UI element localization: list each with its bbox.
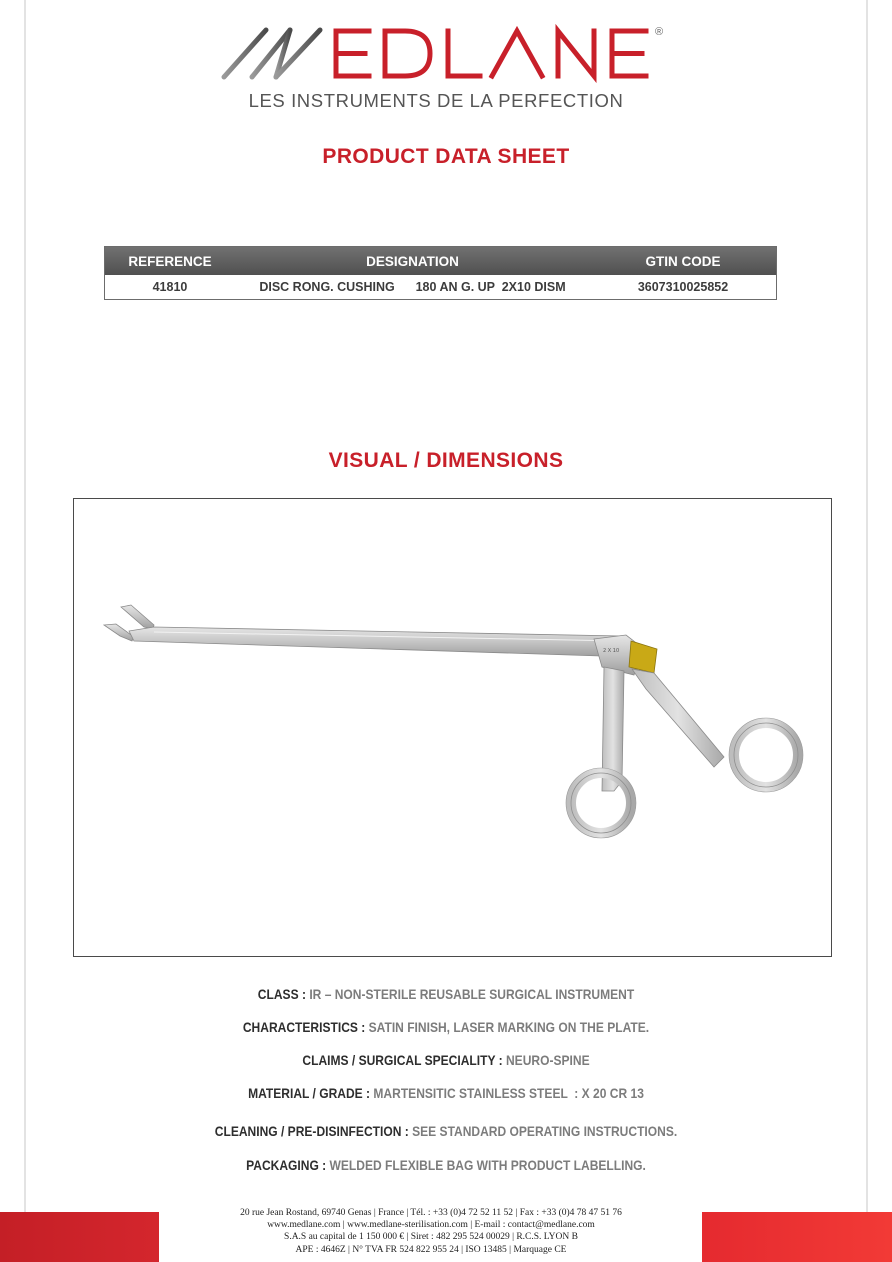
footer-address-line: 20 rue Jean Rostand, 69740 Genas | France | Tél. : +33 (0)4 72 52 11 52 | Fax : +33 (0)4 78 47 51 76 [240,1208,622,1218]
table-row [105,275,776,299]
svg-text:2 X 10: 2 X 10 [603,648,620,654]
spec-class-value: IR – NON-STERILE REUSABLE SURGICAL INSTRUMENT [309,986,635,1002]
header-reference: REFERENCE [128,253,212,269]
brand-tagline: LES INSTRUMENTS DE LA PERFECTION [248,90,624,111]
cell-reference: 41810 [152,280,188,294]
spec-cleaning-value: SEE STANDARD OPERATING INSTRUCTIONS. [412,1123,678,1139]
spec-material-value: MARTENSITIC STAINLESS STEEL : X 20 CR 13 [373,1085,644,1101]
spec-material-label: MATERIAL / GRADE : [248,1085,374,1101]
footer-tax-line: APE : 4646Z | N° TVA FR 524 822 955 24 | ISO 13485 | Marquage CE [295,1244,567,1255]
header-gtin-code: GTIN CODE [645,253,721,269]
spec-packaging [62,1157,829,1173]
spec-characteristics-value: SATIN FINISH, LASER MARKING ON THE PLATE. [368,1019,650,1035]
brand-header [0,0,892,120]
table-header-row [105,247,776,275]
spec-packaging-label: PACKAGING : [246,1157,330,1173]
spec-characteristics [62,1019,829,1035]
spec-material [62,1085,829,1101]
spec-packaging-value: WELDED FLEXIBLE BAG WITH PRODUCT LABELLING. [329,1157,646,1173]
product-image-frame [73,498,832,957]
spec-cleaning [62,1123,829,1139]
cell-designation: DISC RONG. CUSHING 180 AN G. UP 2X10 DISM [259,280,566,294]
product-data-sheet-title: PRODUCT DATA SHEET [322,145,570,168]
product-reference-table [104,246,777,300]
header-designation: DESIGNATION [366,253,459,269]
cell-gtin-code: 3607310025852 [637,280,729,294]
footer-web-line: www.medlane.com | www.medlane-sterilisation.com | E-mail : contact@medlane.com [267,1220,595,1231]
registered-trademark-mark: ® [655,26,664,38]
visual-dimensions-title: VISUAL / DIMENSIONS [328,449,564,472]
spec-claims-label: CLAIMS / SURGICAL SPECIALITY : [302,1052,506,1068]
spec-class [62,986,829,1002]
spec-cleaning-label: CLEANING / PRE-DISINFECTION : [214,1123,413,1139]
right-margin-rule [866,0,868,1262]
spec-claims [62,1052,829,1068]
rongeur-instrument-image [74,499,831,956]
spec-claims-value: NEURO-SPINE [505,1052,590,1068]
footer-red-bar-left [0,1212,159,1262]
footer-red-bar-right [702,1212,892,1262]
company-footer [166,1207,696,1256]
spec-characteristics-label: CHARACTERISTICS : [242,1019,369,1035]
spec-class-label: CLASS : [257,986,310,1002]
left-margin-rule [24,0,26,1262]
footer-registration-line: S.A.S au capital de 1 150 000 € | Siret : 482 295 524 00029 | R.C.S. LYON B [284,1232,578,1243]
